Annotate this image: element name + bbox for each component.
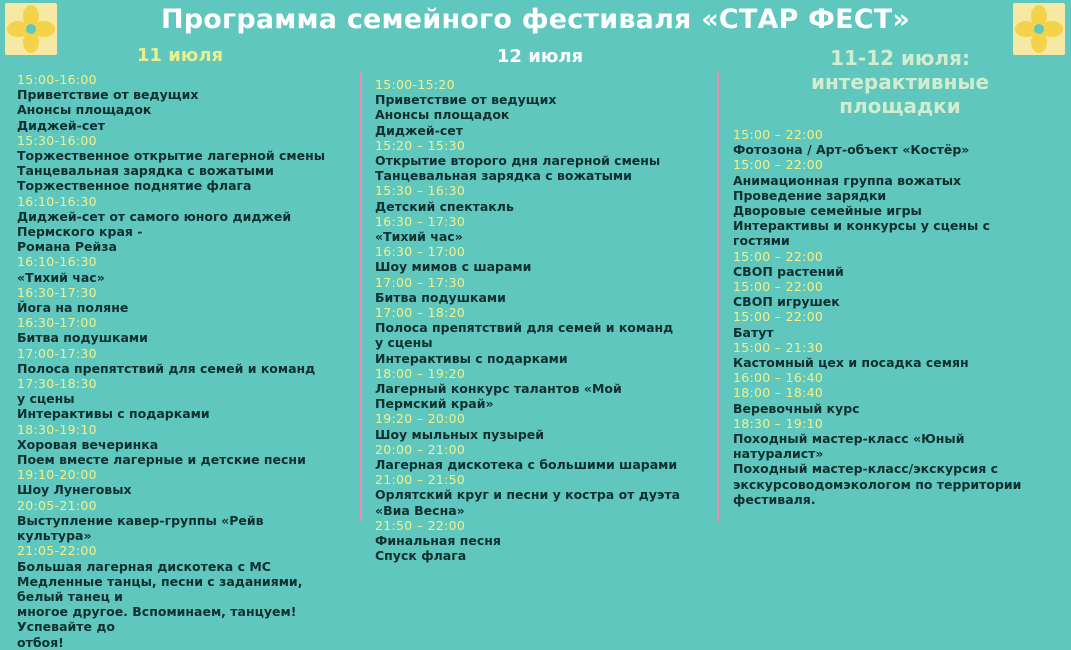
event-line: Большая лагерная дискотека с МС [17,558,271,574]
event-line: у сцены [375,335,433,351]
event-line: «Тихий час» [17,269,105,285]
event-line: Веревочный курс [733,400,860,416]
event-line: Торжественное поднятие флага [17,178,252,194]
time-slot: 16:30 – 17:30 [375,213,466,229]
time-slot: 18:30 – 19:10 [733,415,824,431]
event-line: Пермского края - [17,224,143,240]
event-line: Выступление кавер-группы «Рейв [17,512,264,528]
time-slot: 20:05-21:00 [17,497,97,513]
event-line: Лагерный конкурс талантов «Мой [375,381,622,397]
event-line: Полоса препятствий для семей и команд [375,320,674,336]
time-slot: 19:20 – 20:00 [375,411,466,427]
event-line: Финальная песня [375,533,501,549]
time-slot: 15:00 – 22:00 [733,279,824,295]
event-line: Батут [733,324,774,340]
event-line: «Виа Весна» [375,502,465,518]
time-slot: 21:05-22:00 [17,543,97,559]
event-line: Орлятский круг и песни у костра от дуэта [375,487,681,503]
event-line: Проведение зарядки [733,187,887,203]
event-line: Шоу мимов с шарами [375,259,532,275]
event-line: Интерактивы с подарками [17,406,210,422]
time-slot: 15:00-15:20 [375,77,455,92]
event-line: у сцены [17,391,75,407]
event-line: Открытие второго дня лагерной смены [375,153,661,169]
time-slot: 15:20 – 15:30 [375,137,466,153]
time-slot: 15:00 – 22:00 [733,248,824,264]
time-slot: 16:30 – 17:00 [375,244,466,260]
time-slot: 16:30-17:00 [17,315,97,331]
event-line: белый танец и [17,588,123,604]
time-slot: 15:00 – 21:30 [733,339,824,355]
event-line: Кастомный цех и посадка семян [733,355,969,371]
time-slot: 16:10-16:30 [17,254,97,270]
event-line: Романа Рейза [17,239,117,255]
event-line: Походный мастер-класс «Юный [733,431,965,447]
event-line: «Тихий час» [375,229,463,245]
schedule-column-day2 [375,77,680,564]
event-line: Детский спектакль [375,198,514,214]
time-slot: 18:00 – 18:40 [733,385,824,401]
event-line: Танцевальная зарядка с вожатыми [375,168,632,184]
event-line: Полоса препятствий для семей и команд [17,360,316,376]
time-slot: 19:10-20:00 [17,467,97,483]
event-line: Походный мастер-класс/экскурсия с [733,461,999,477]
time-slot: 18:00 – 19:20 [375,365,466,381]
event-line: Диджей-сет от самого юного диджей [17,208,292,224]
event-line: Йога на поляне [17,300,129,316]
event-line: Пермский край» [375,396,494,412]
event-line: Приветствие от ведущих [375,92,557,108]
event-line: Анимационная группа вожатых [733,172,962,188]
event-line: Танцевальная зарядка с вожатыми [17,163,274,179]
time-slot: 21:00 – 21:50 [375,472,466,488]
time-slot: 16:10-16:30 [17,193,97,209]
event-line: СВОП игрушек [733,294,840,310]
event-line: Медленные танцы, песни с заданиями, [17,573,303,589]
event-line: Спуск флага [375,548,467,564]
event-line: Диджей-сет [17,117,105,133]
time-slot: 17:30-18:30 [17,376,97,392]
event-line: Фотозона / Арт-объект «Костёр» [733,142,970,158]
event-line: Диджей-сет [375,122,463,138]
event-line: Успевайте до [17,619,116,635]
time-slot: 15:30-16:00 [17,132,97,148]
column-heading-day2: 12 июля [496,46,584,67]
event-line: Интерактивы с подарками [375,350,568,366]
time-slot: 15:30 – 16:30 [375,183,466,199]
time-slot: 20:00 – 21:00 [375,441,466,457]
time-slot: 17:00 – 18:20 [375,305,466,321]
time-slot: 16:30-17:30 [17,284,97,300]
event-line: Интерактивы и конкурсы у сцены с [733,218,991,234]
schedule-column-interactive [733,127,1021,507]
event-line: Анонсы площадок [375,107,510,123]
event-line: натуралист» [733,446,824,462]
time-slot: 15:00 – 22:00 [733,127,824,142]
event-line: гостями [733,233,790,249]
event-line: Битва подушками [375,289,506,305]
event-line: экскурсоводомэкологом по территории [733,476,1022,492]
event-line: Дворовые семейные игры [733,203,922,219]
schedule-column-day1 [17,72,325,650]
time-slot: 21:50 – 22:00 [375,517,466,533]
event-line: СВОП растений [733,263,844,279]
time-slot: 15:00-16:00 [17,72,97,87]
page-title: Программа семейного фестиваля «СТАР ФЕСТ» [160,4,911,35]
time-slot: 17:00-17:30 [17,345,97,361]
heading-line: интерактивные [810,70,990,94]
event-line: Битва подушками [17,330,148,346]
time-slot: 15:00 – 22:00 [733,157,824,173]
event-line: Поем вместе лагерные и детские песни [17,452,306,468]
column-heading-day1: 11 июля [136,45,224,66]
time-slot: 15:00 – 22:00 [733,309,824,325]
event-line: фестиваля. [733,491,816,507]
column-heading-interactive [770,46,1030,118]
event-line: Торжественное открытие лагерной смены [17,148,326,164]
event-line: Лагерная дискотека с большими шарами [375,457,678,473]
column-divider [717,72,719,522]
column-divider [360,72,362,522]
event-line: Анонсы площадок [17,102,152,118]
heading-line: площадки [839,94,961,118]
event-line: многое другое. Вспоминаем, танцуем! [17,604,297,620]
event-line: Хоровая вечеринка [17,436,159,452]
event-line: Шоу мыльных пузырей [375,426,545,442]
event-line: Приветствие от ведущих [17,87,199,103]
event-line: культура» [17,528,92,544]
time-slot: 17:00 – 17:30 [375,274,466,290]
time-slot: 18:30-19:10 [17,421,97,437]
event-line: Шоу Лунеговых [17,482,132,498]
heading-line: 11-12 июля: [830,46,970,70]
time-slot: 16:00 – 16:40 [733,370,824,386]
event-line: отбоя! [17,634,64,650]
